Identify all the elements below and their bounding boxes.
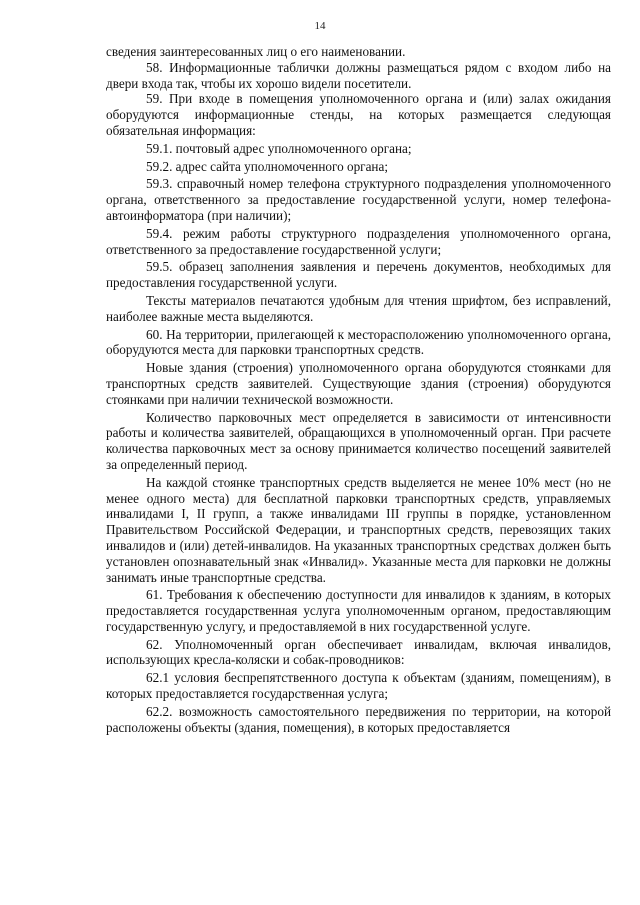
paragraph: 62.1 условия беспрепятственного доступа к объектам (зданиям, помещениям), в которых предоставляется государственная услуга;: [106, 670, 611, 702]
paragraph: 59.1. почтовый адрес уполномоченного органа;: [146, 140, 412, 156]
paragraph: 61. Требования к обеспечению доступности для инвалидов к зданиям, в которых предоставляется государственная услуга уполномоченным органом, предоставляющим государственную услугу, и предоставляемой в них государственной услуге.: [106, 587, 611, 634]
paragraph: 59. При входе в помещения уполномоченного органа и (или) залах ожидания оборудуются информационные стенды, на которых размещается следующая обязательная информация:: [106, 91, 611, 138]
paragraph: 59.4. режим работы структурного подразделения уполномоченного органа, ответственного за предоставление государственной услуги;: [106, 225, 611, 257]
paragraph: 58. Информационные таблички должны размещаться рядом с входом либо на двери входа так, чтобы их хорошо видели посетители.: [106, 59, 611, 91]
paragraph: Новые здания (строения) уполномоченного органа оборудуются стоянками для транспортных средств заявителей. Существующие здания (строения) оборудуются стоянками при наличии технической возможности.: [106, 360, 611, 407]
paragraph: 62. Уполномоченный орган обеспечивает инвалидам, включая инвалидов, использующих кресла-коляски и собак-проводников:: [106, 636, 611, 668]
paragraph: 59.3. справочный номер телефона структурного подразделения уполномоченного органа, ответственного за предоставление государственной услуги, номер телефона-автоинформатора (при наличии);: [106, 176, 611, 223]
page-number: 14: [314, 20, 326, 32]
document-body: [106, 44, 611, 735]
paragraph: На каждой стоянке транспортных средств выделяется не менее 10% мест (но не менее одного места) для бесплатной парковки транспортных средств, управляемых инвалидами I, II групп, а также инвалидами III группы в порядке, установленном Правительством Российской Федерации, и транспортных средств, перевозящих таких инвалидов и (или) детей-инвалидов. На указанных транспортных средствах должен быть установлен опознавательный знак «Инвалид». Указанные места для парковки не должны занимать иные транспортные средства.: [106, 474, 611, 585]
paragraph: Количество парковочных мест определяется в зависимости от интенсивности работы и количества заявителей, обращающихся в уполномоченный орган. При расчете количества парковочных мест за основу принимается количество посещений заявителей за определенный период.: [106, 409, 611, 472]
paragraph: 60. На территории, прилегающей к месторасположению уполномоченного органа, оборудуются места для парковки транспортных средств.: [106, 326, 611, 358]
paragraph: 59.2. адрес сайта уполномоченного органа;: [146, 158, 388, 174]
paragraph: 62.2. возможность самостоятельного передвижения по территории, на которой расположены объекты (здания, помещения), в которых предоставляется: [106, 703, 611, 735]
paragraph: сведения заинтересованных лиц о его наименовании.: [106, 44, 406, 59]
paragraph: Тексты материалов печатаются удобным для чтения шрифтом, без исправлений, наиболее важные места выделяются.: [106, 292, 611, 324]
paragraph: 59.5. образец заполнения заявления и перечень документов, необходимых для предоставления государственной услуги.: [106, 259, 611, 291]
